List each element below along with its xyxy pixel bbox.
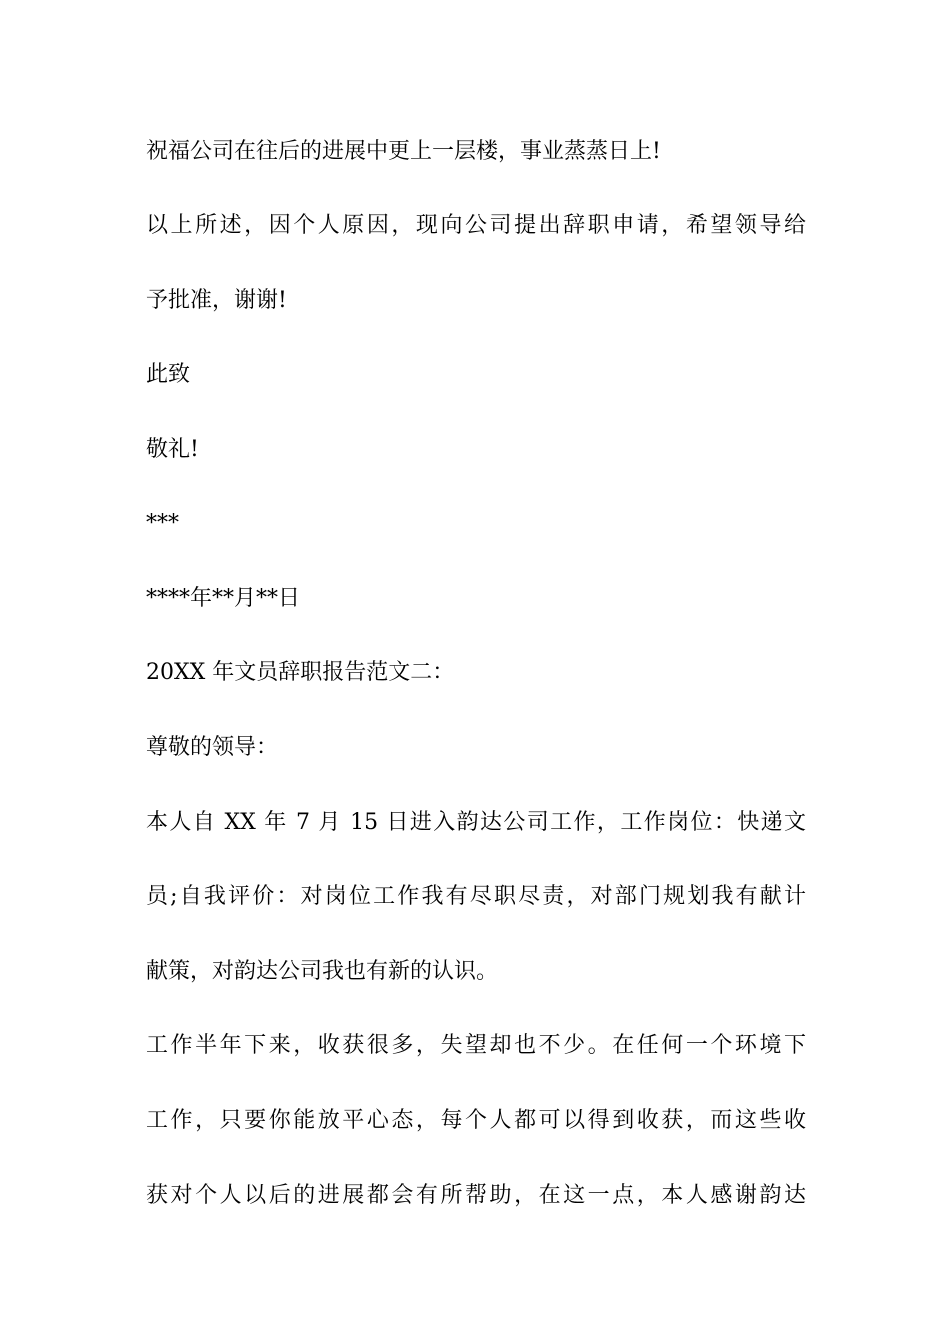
paragraph-line: 以上所述，因个人原因，现向公司提出辞职申请，希望领导给 [146,213,806,238]
paragraph-line: 本人自 XX 年 7 月 15 日进入韵达公司工作，工作岗位：快递文 [146,810,806,835]
paragraph-line: 工作半年下来，收获很多，失望却也不少。在任何一个环境下 [146,1033,806,1058]
paragraph-line: 献策，对韵达公司我也有新的认识。 [146,959,499,984]
salutation-line: 此致 [146,362,191,387]
paragraph-line: 祝福公司在往后的进展中更上一层楼，事业蒸蒸日上! [146,139,661,164]
date-line: ****年**月**日 [146,586,301,611]
salutation-line: 敬礼! [146,437,199,462]
signature-line: *** [146,511,179,536]
greeting-line: 尊敬的领导： [146,735,279,760]
paragraph-line: 予批准，谢谢! [146,288,287,313]
section-heading: 20XX 年文员辞职报告范文二： [146,660,455,685]
paragraph-line: 员;自我评价：对岗位工作我有尽职尽责，对部门规划我有献计 [146,884,806,909]
paragraph-line: 获对个人以后的进展都会有所帮助，在这一点，本人感谢韵达 [146,1183,806,1208]
paragraph-line: 工作，只要你能放平心态，每个人都可以得到收获，而这些收 [146,1108,806,1133]
